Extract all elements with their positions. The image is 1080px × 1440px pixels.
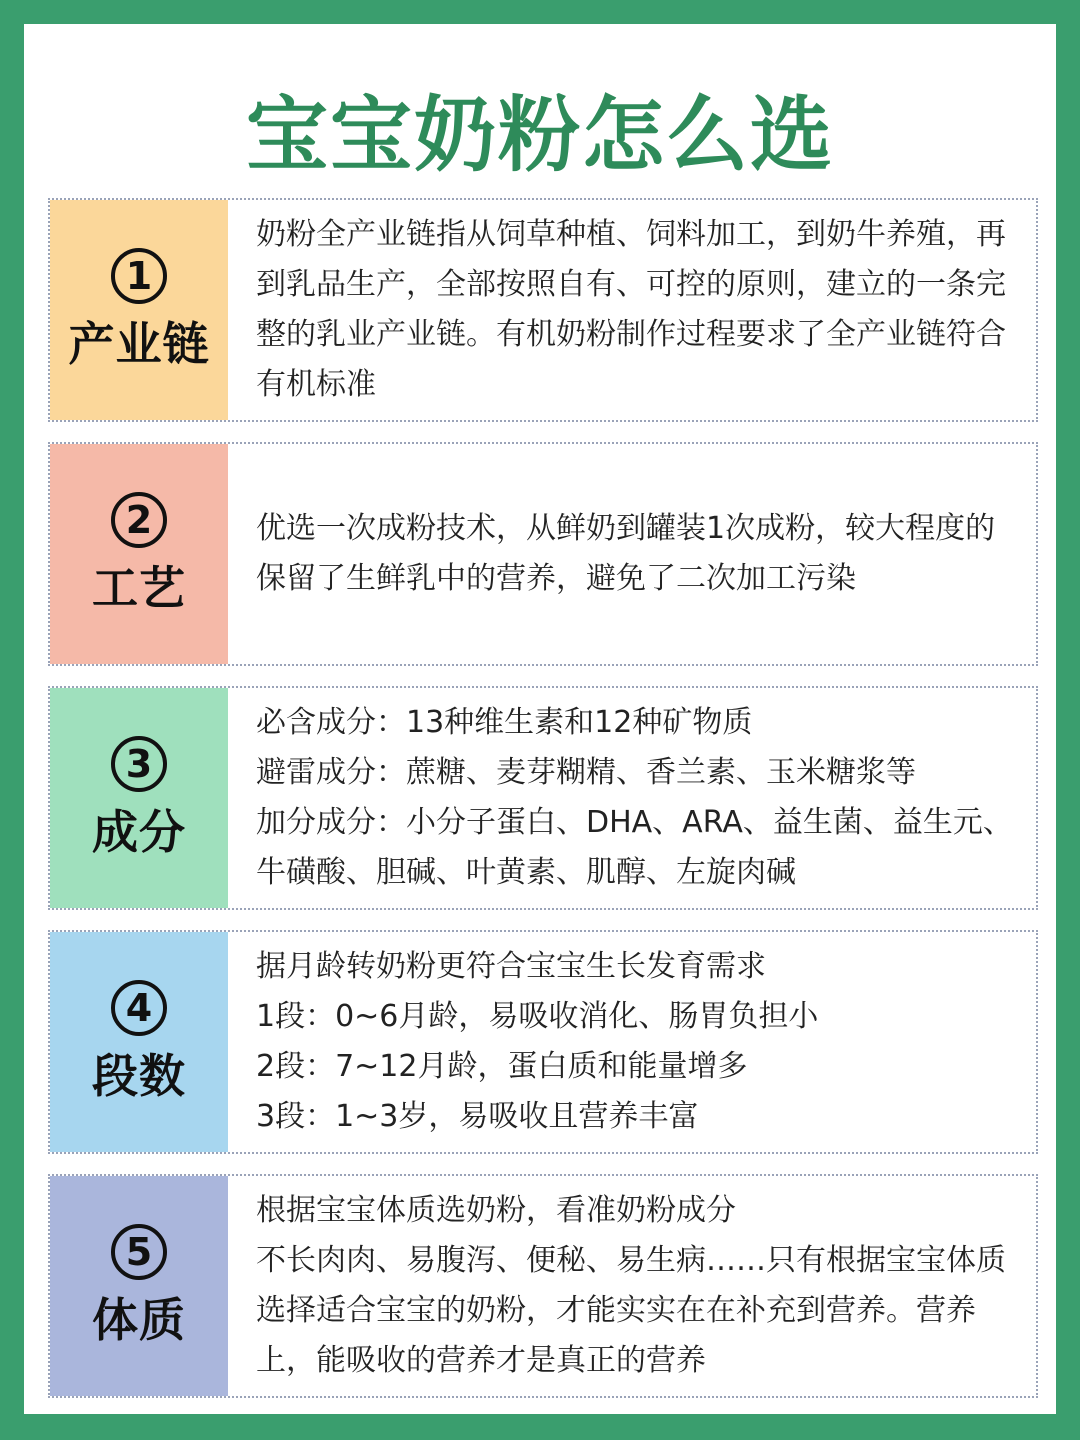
section-number-badge: 2: [111, 492, 167, 548]
section-line: 不长肉肉、易腹泻、便秘、易生病……只有根据宝宝体质选择适合宝宝的奶粉，才能实实在在补充到营养。营养上，能吸收的营养才是真正的营养: [256, 1243, 1006, 1378]
section-card-industry-chain: [48, 198, 1038, 422]
section-line: 优选一次成粉技术，从鲜奶到罐装1次成粉，较大程度的保留了生鲜乳中的营养，避免了二次加工污染: [256, 511, 996, 596]
section-label: [50, 688, 228, 908]
section-card-constitution: [48, 1174, 1038, 1398]
section-line: 避雷成分：蔗糖、麦芽糊精、香兰素、玉米糖浆等: [256, 755, 916, 790]
poster: [24, 24, 1056, 1414]
section-name: 工艺: [92, 561, 186, 615]
section-name: 段数: [92, 1049, 186, 1103]
section-line: 1段：0~6月龄，易吸收消化、肠胃负担小: [256, 999, 819, 1034]
section-line: 3段：1~3岁，易吸收且营养丰富: [256, 1099, 699, 1134]
section-label: [50, 932, 228, 1152]
section-text: [256, 1176, 1020, 1396]
section-name: 产业链: [68, 317, 210, 371]
section-name: 成分: [92, 805, 186, 859]
section-text: [256, 200, 1020, 420]
section-line: 根据宝宝体质选奶粉，看准奶粉成分: [256, 1193, 736, 1228]
section-line: 2段：7~12月龄，蛋白质和能量增多: [256, 1049, 748, 1084]
section-card-ingredients: [48, 686, 1038, 910]
section-card-stages: [48, 930, 1038, 1154]
section-text: [256, 444, 1020, 664]
section-card-process: [48, 442, 1038, 666]
section-number-badge: 3: [111, 736, 167, 792]
section-line: 奶粉全产业链指从饲草种植、饲料加工，到奶牛养殖，再到乳品生产，全部按照自有、可控的原则，建立的一条完整的乳业产业链。有机奶粉制作过程要求了全产业链符合有机标准: [256, 217, 1006, 402]
section-label: [50, 200, 228, 420]
section-name: 体质: [92, 1293, 186, 1347]
section-line: 据月龄转奶粉更符合宝宝生长发育需求: [256, 949, 766, 984]
section-number-badge: 1: [111, 248, 167, 304]
section-label: [50, 1176, 228, 1396]
section-line: 加分成分：小分子蛋白、DHA、ARA、益生菌、益生元、牛磺酸、胆碱、叶黄素、肌醇、左旋肉碱: [256, 805, 1013, 890]
section-label: [50, 444, 228, 664]
section-line: 必含成分：13种维生素和12种矿物质: [256, 705, 753, 740]
page-title: 宝宝奶粉怎么选: [245, 88, 834, 183]
section-number-badge: 5: [111, 1224, 167, 1280]
section-text: [256, 688, 1020, 908]
section-number-badge: 4: [111, 980, 167, 1036]
section-text: [256, 932, 1020, 1152]
